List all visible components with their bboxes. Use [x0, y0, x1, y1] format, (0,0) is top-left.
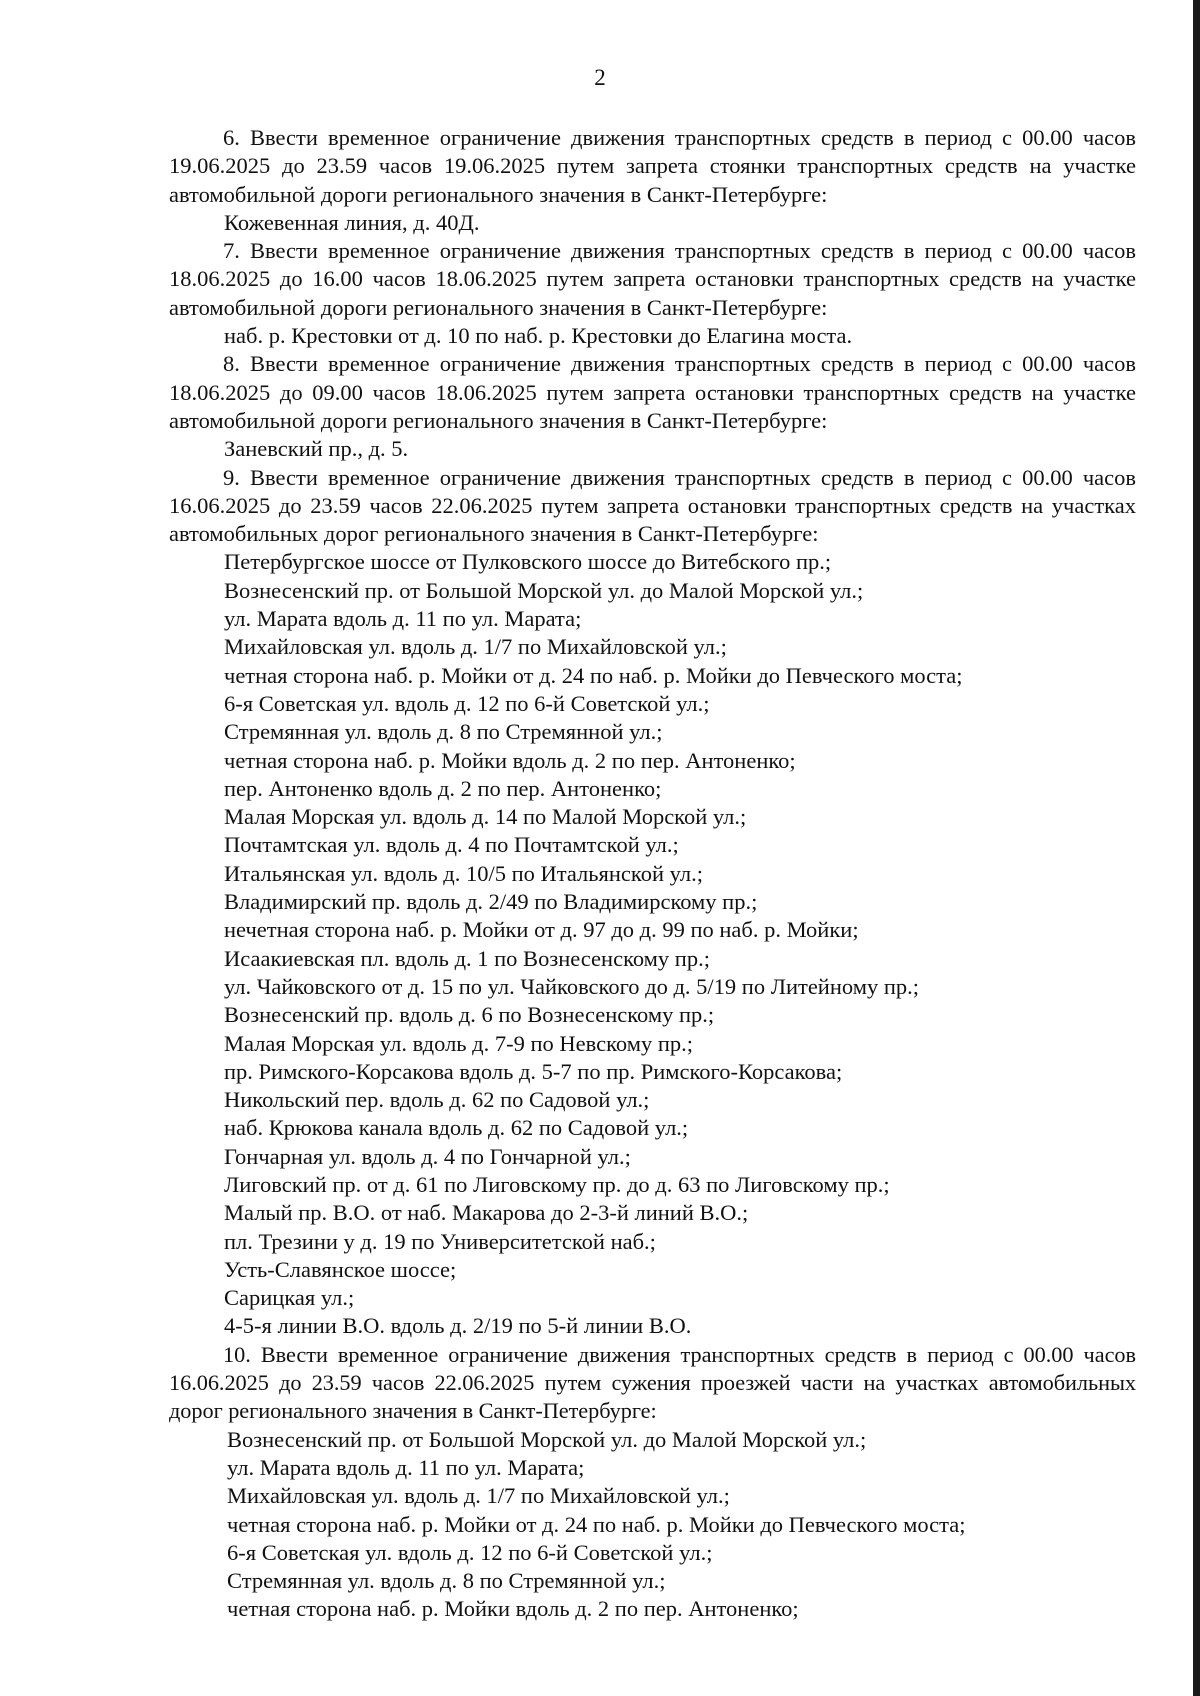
location-line: пер. Антоненко вдоль д. 2 по пер. Антоненко; — [224, 775, 662, 801]
location-line: 6-я Советская ул. вдоль д. 12 по 6-й Советской ул.; — [227, 1539, 713, 1565]
clause-8 — [169, 350, 1136, 435]
clause-number: 8. — [223, 351, 240, 377]
location-line: Владимирский пр. вдоль д. 2/49 по Владимирскому пр.; — [224, 889, 758, 915]
clause-text: Ввести временное ограничение движения транспортных средств в период с 00.00 часов 18.06.2025 до 16.00 часов 18.06.2025 путем запрета остановки транспортных средств на участке автомобильной дороги регионального значения в Санкт-Петербурге: — [169, 238, 1136, 320]
clause-text: Ввести временное ограничение движения транспортных средств в период с 00.00 часов 16.06.2025 до 23.59 часов 22.06.2025 путем сужения проезжей части на участках автомобильных дорог регионального значения в Санкт-Петербурге: — [169, 1341, 1136, 1424]
clause-text: Ввести временное ограничение движения транспортных средств в период с 00.00 часов 18.06.2025 до 09.00 часов 18.06.2025 путем запрета остановки транспортных средств на участке автомобильной дороги регионального значения в Санкт-Петербурге: — [169, 351, 1136, 433]
location-line: Михайловская ул. вдоль д. 1/7 по Михайловской ул.; — [224, 634, 727, 660]
location-line: ул. Чайковского от д. 15 по ул. Чайковского до д. 5/19 по Литейному пр.; — [224, 973, 919, 999]
location-line: Петербургское шоссе от Пулковского шоссе до Витебского пр.; — [224, 549, 832, 575]
location-line: 6-я Советская ул. вдоль д. 12 по 6-й Советской ул.; — [224, 690, 710, 716]
location-line: наб. р. Крестовки от д. 10 по наб. р. Крестовки до Елагина моста. — [224, 323, 853, 349]
location-line: Малый пр. В.О. от наб. Макарова до 2-3-й линий В.О.; — [224, 1200, 749, 1226]
location-line: Малая Морская ул. вдоль д. 14 по Малой Морской ул.; — [224, 804, 747, 830]
location-line: 4-5-я линии В.О. вдоль д. 2/19 по 5-й линии В.О. — [224, 1313, 692, 1339]
location-line: Сарицкая ул.; — [224, 1285, 355, 1311]
location-line: Вознесенский пр. вдоль д. 6 по Вознесенскому пр.; — [224, 1002, 715, 1028]
location-line: Вознесенский пр. от Большой Морской ул. до Малой Морской ул.; — [224, 577, 864, 603]
location-line: Почтамтская ул. вдоль д. 4 по Почтамтской ул.; — [224, 832, 679, 858]
clause-number: 6. — [223, 125, 240, 150]
location-line: Малая Морская ул. вдоль д. 7-9 по Невскому пр.; — [224, 1030, 694, 1056]
location-line: пр. Римского-Корсакова вдоль д. 5-7 по пр. Римского-Корсакова; — [224, 1058, 843, 1084]
location-line: четная сторона наб. р. Мойки вдоль д. 2 по пер. Антоненко; — [224, 747, 796, 773]
location-line: наб. Крюкова канала вдоль д. 62 по Садовой ул.; — [224, 1115, 689, 1141]
location-line: Исаакиевская пл. вдоль д. 1 по Вознесенскому пр.; — [224, 945, 710, 971]
location-line: ул. Марата вдоль д. 11 по ул. Марата; — [224, 606, 582, 632]
location-line: Михайловская ул. вдоль д. 1/7 по Михайловской ул.; — [227, 1483, 730, 1509]
location-line: Итальянская ул. вдоль д. 10/5 по Итальянской ул.; — [224, 860, 703, 886]
location-line: Заневский пр., д. 5. — [224, 436, 409, 462]
document-body — [169, 124, 1136, 1624]
location-line: Гончарная ул. вдоль д. 4 по Гончарной ул.; — [224, 1143, 631, 1169]
location-line: нечетная сторона наб. р. Мойки от д. 97 до д. 99 по наб. р. Мойки; — [224, 917, 859, 943]
clause-text: Ввести временное ограничение движения транспортных средств в период с 00.00 часов 19.06.2025 до 23.59 часов 19.06.2025 путем запрета стоянки транспортных средств на участке автомобильной дороги регионального значения в Санкт-Петербурге: — [169, 125, 1136, 207]
page-number: 2 — [594, 65, 606, 90]
location-line: Лиговский пр. от д. 61 по Лиговскому пр. до д. 63 по Лиговскому пр.; — [224, 1171, 890, 1197]
location-line: Кожевенная линия, д. 40Д. — [224, 209, 480, 235]
location-line: ул. Марата вдоль д. 11 по ул. Марата; — [227, 1454, 585, 1480]
location-line: Стремянная ул. вдоль д. 8 по Стремянной ул.; — [227, 1568, 666, 1594]
location-line: четная сторона наб. р. Мойки от д. 24 по наб. р. Мойки до Певческого моста; — [224, 662, 963, 688]
clause-6 — [169, 124, 1136, 209]
clause-text: Ввести временное ограничение движения транспортных средств в период с 00.00 часов 16.06.2025 до 23.59 часов 22.06.2025 путем запрета остановки транспортных средств на участках автомобильных дорог регионального значения в Санкт-Петербурге: — [169, 464, 1136, 547]
location-line: Никольский пер. вдоль д. 62 по Садовой ул.; — [224, 1087, 650, 1113]
scan-edge — [1193, 0, 1200, 1696]
location-line: пл. Трезини у д. 19 по Университетской наб.; — [224, 1228, 656, 1254]
location-line: Стремянная ул. вдоль д. 8 по Стремянной ул.; — [224, 719, 663, 745]
clause-number: 7. — [223, 238, 240, 264]
clause-7 — [169, 237, 1136, 322]
clause-10 — [169, 1341, 1136, 1426]
clause-9 — [169, 464, 1136, 549]
clause-number: 9. — [223, 464, 240, 490]
location-line: Вознесенский пр. от Большой Морской ул. до Малой Морской ул.; — [227, 1426, 867, 1452]
location-line: четная сторона наб. р. Мойки вдоль д. 2 по пер. Антоненко; — [227, 1596, 799, 1622]
location-line: Усть-Славянское шоссе; — [224, 1256, 457, 1282]
location-line: четная сторона наб. р. Мойки от д. 24 по наб. р. Мойки до Певческого моста; — [227, 1511, 966, 1537]
clause-number: 10. — [223, 1341, 251, 1367]
